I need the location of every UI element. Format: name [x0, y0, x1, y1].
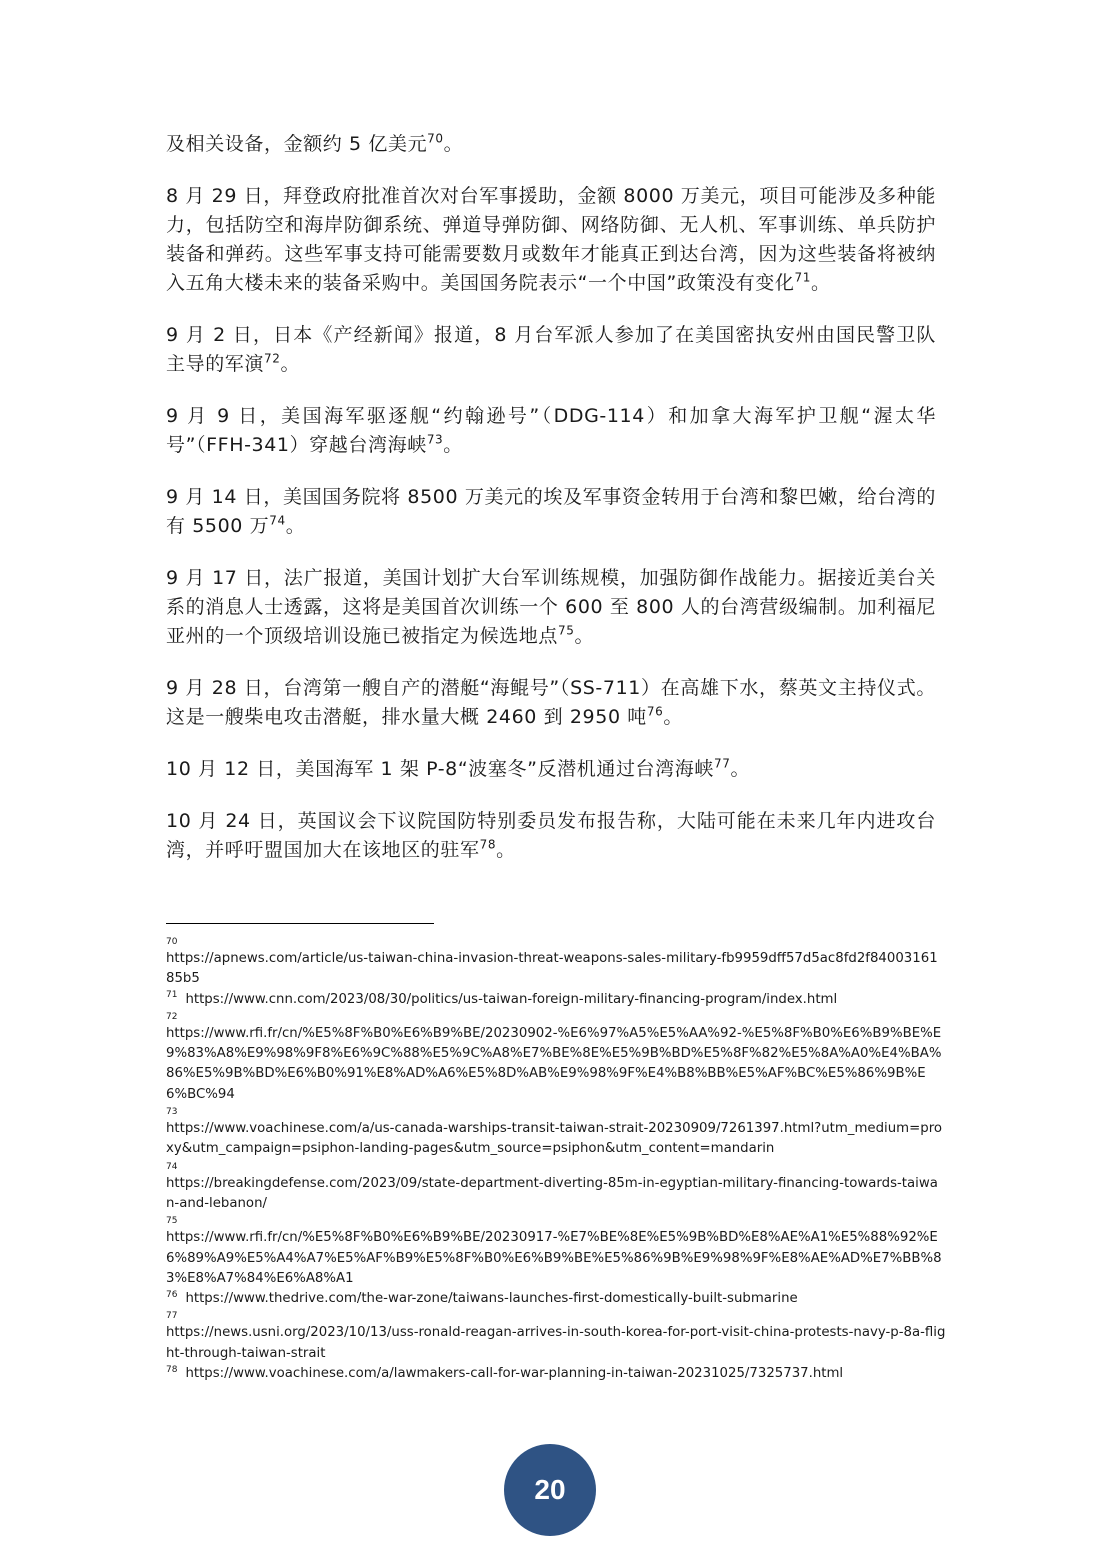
paragraph: 10 月 24 日，英国议会下议院国防特别委员发布报告称，大陆可能在未来几年内进攻台湾，并呼吁盟国加大在该地区的驻军$^{78}$。 [166, 810, 936, 861]
footnote-number: 74 [166, 1161, 178, 1172]
body-text [166, 130, 936, 888]
footnote-number: 78 [166, 1364, 178, 1375]
footnote-item [166, 1289, 946, 1309]
footnote-link[interactable]: https://apnews.com/article/us-taiwan-china-invasion-threat-weapons-sales-military-fb9959dff57d5ac8fd2f8400316185b5 [166, 951, 938, 987]
footnote-ref[interactable]: 74 [269, 513, 286, 528]
paragraph: 9 月 9 日，美国海军驱逐舰“约翰逊号”（DDG-114）和加拿大海军护卫舰“渥太华号”（FFH-341）穿越台湾海峡$^{73}$。 [166, 405, 936, 456]
footnote-number: 75 [166, 1216, 178, 1227]
footnote-number: 70 [166, 937, 178, 947]
page-number-badge [504, 1444, 596, 1536]
footnote-number: 72 [166, 1011, 178, 1022]
footnote-item [166, 1010, 946, 1105]
footnote-link[interactable]: https://www.thedrive.com/the-war-zone/taiwans-launches-first-domestically-built-submarine [185, 1291, 798, 1307]
footnote-item [166, 1309, 946, 1364]
footnote-ref[interactable]: 73 [426, 432, 444, 447]
footnote-ref[interactable]: 78 [479, 837, 497, 852]
paragraph: 8 月 29 日，拜登政府批准首次对台军事援助，金额 8000 万美元，项目可能涉及多种能力，包括防空和海岸防御系统、弹道导弹防御、网络防御、无人机、军事训练、单兵防护装备和弹药。这些军事支持可能需要数月或数年才能真正到达台湾，因为这些装备将被纳入五角大楼未来的装备采购中。美国国务院表示“一个中国”政策没有变化$^{71}$。 [166, 185, 936, 294]
footnote-item [166, 990, 946, 1010]
footnote-ref[interactable]: 76 [646, 704, 664, 719]
footnote-item [166, 935, 946, 990]
footnote-ref[interactable]: 70 [427, 131, 444, 146]
footnote-link[interactable]: https://www.voachinese.com/a/us-canada-warships-transit-taiwan-strait-20230909/7261397.html?utm_medium=proxy&utm_campaign=psiphon-landing-pages&utm_source=psiphon&utm_content=mandarin [166, 1121, 942, 1157]
footnote-link[interactable]: https://www.rfi.fr/cn/%E5%8F%B0%E6%B9%BE/20230902-%E6%97%A5%E5%AA%92-%E5%8F%B0%E6%B9%BE%E9%83%A8%E9%98%9F8%E6%9C%88%E5%9C%A8%E7%BE%8E%E5%9B%BD%E5%8F%82%E5%8A%A0%E4%BA%86%E5%9B%BD%E6%B0%91%E8%AD%A6%E5%8D%AB%E9%98%9F%E4%B8%BB%E5%AF%BC%E5%86%9B%E6%BC%94 [166, 1025, 942, 1102]
footnote-link[interactable]: https://www.cnn.com/2023/08/30/politics/us-taiwan-foreign-military-financing-program/index.html [185, 991, 838, 1007]
footnote-link[interactable]: https://breakingdefense.com/2023/09/state-department-diverting-85m-in-egyptian-military-financing-towards-taiwan-and-lebanon/ [166, 1175, 938, 1211]
footnote-separator [166, 923, 434, 924]
footnote-link[interactable]: https://www.voachinese.com/a/lawmakers-call-for-war-planning-in-taiwan-20231025/7325737.html [185, 1366, 844, 1382]
footnote-ref[interactable]: 75 [558, 623, 575, 638]
footnote-number: 77 [166, 1311, 178, 1322]
footnote-item [166, 1160, 946, 1215]
paragraph: 9 月 2 日，日本《产经新闻》报道，8 月台军派人参加了在美国密执安州由国民警卫队主导的军演$^{72}$。 [166, 324, 936, 375]
footnote-ref[interactable]: 77 [713, 756, 731, 771]
footnote-item [166, 1214, 946, 1289]
paragraph: 及相关设备，金额约 5 亿美元$^{70}$。 [166, 131, 464, 155]
footnotes [166, 935, 946, 1384]
footnote-number: 71 [166, 990, 178, 1001]
footnote-ref[interactable]: 72 [264, 351, 281, 366]
footnote-link[interactable]: https://news.usni.org/2023/10/13/uss-ronald-reagan-arrives-in-south-korea-for-port-visit-china-protests-navy-p-8a-flight-through-taiwan-strait [166, 1325, 946, 1361]
footnote-number: 76 [166, 1289, 178, 1300]
paragraph: 9 月 14 日，美国国务院将 8500 万美元的埃及军事资金转用于台湾和黎巴嫩，给台湾的有 5500 万$^{74}$。 [166, 486, 936, 537]
page-number: 20 [534, 1474, 566, 1505]
paragraph: 9 月 17 日，法广报道，美国计划扩大台军训练规模，加强防御作战能力。据接近美台关系的消息人士透露，这将是美国首次训练一个 600 至 800 人的台湾营级编制。加利福尼亚州的一个顶级培训设施已被指定为候选地点$^{75}$。 [166, 567, 936, 647]
footnote-number: 73 [166, 1107, 178, 1118]
footnote-link[interactable]: https://www.rfi.fr/cn/%E5%8F%B0%E6%B9%BE/20230917-%E7%BE%8E%E5%9B%BD%E8%AE%A1%E5%88%92%E6%89%A9%E5%A4%A7%E5%AF%B9%E5%8F%B0%E6%B9%BE%E5%86%9B%E9%98%9F%E8%AE%AD%E7%BB%83%E8%A7%84%E6%A8%A1 [166, 1230, 942, 1286]
footnote-item [166, 1364, 946, 1384]
footnote-item [166, 1105, 946, 1160]
paragraph: 10 月 12 日，美国海军 1 架 P-8“波塞冬”反潜机通过台湾海峡$^{77}$。 [166, 756, 751, 780]
paragraph: 9 月 28 日，台湾第一艘自产的潜艇“海鲲号”（SS-711）在高雄下水，蔡英文主持仪式。这是一艘柴电攻击潜艇，排水量大概 2460 到 2950 吨$^{76}$。 [166, 677, 936, 728]
footnote-ref[interactable]: 71 [794, 270, 811, 285]
